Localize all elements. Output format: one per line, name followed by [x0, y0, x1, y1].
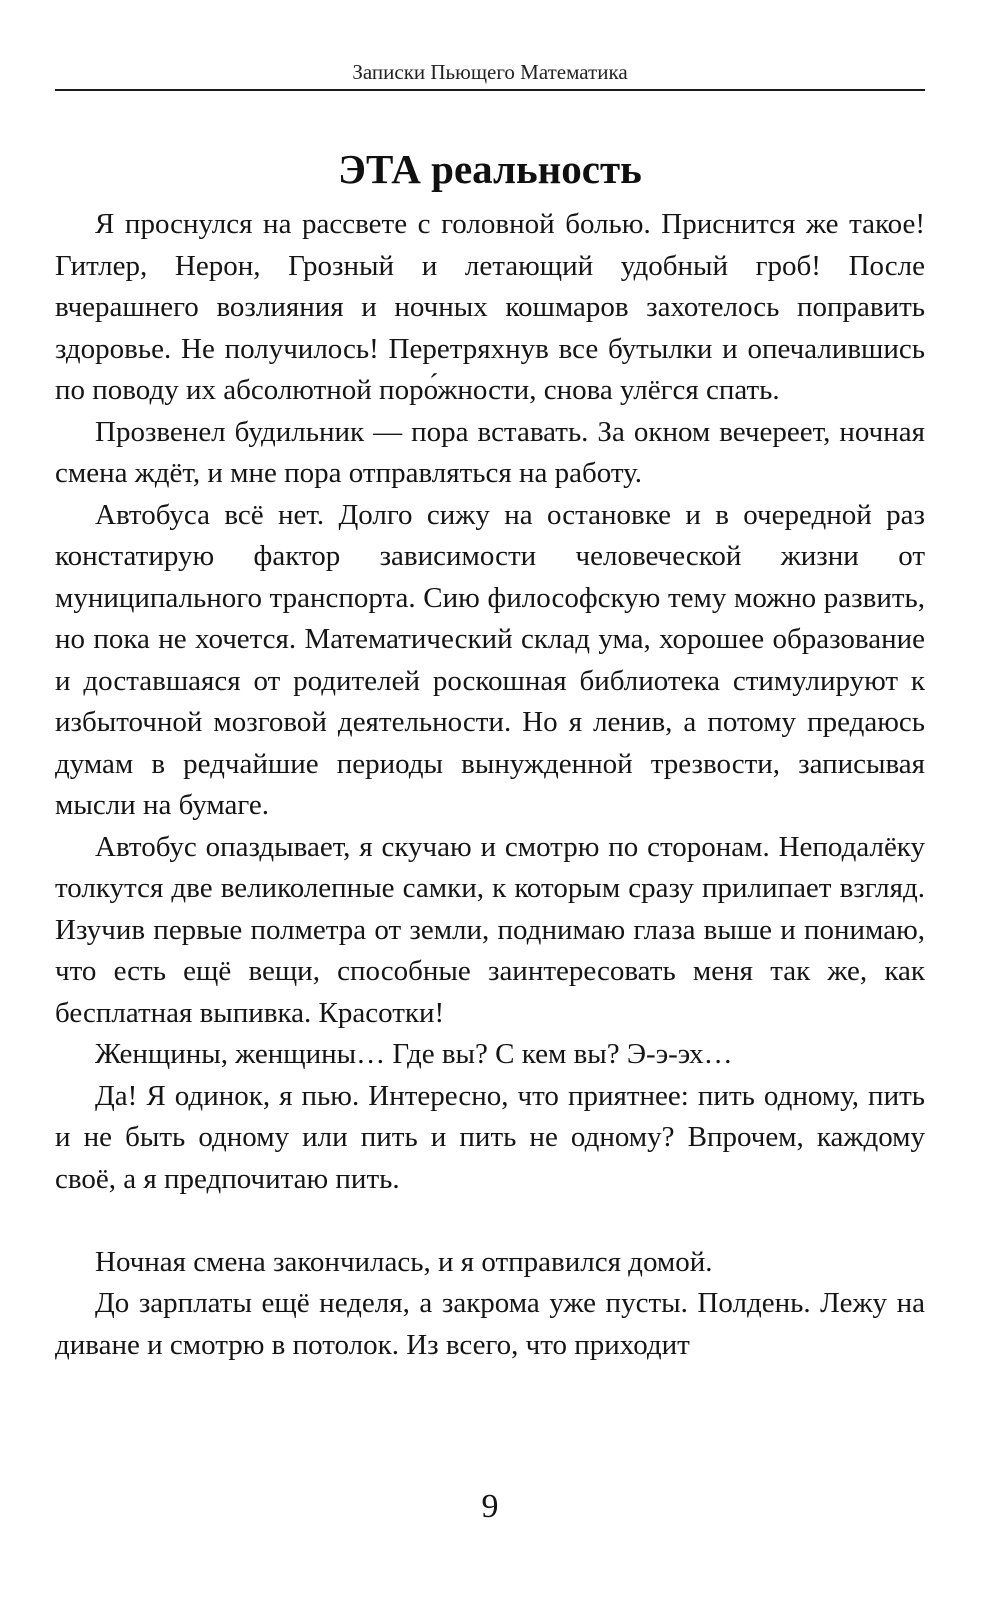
paragraph: Прозвенел будильник — пора вставать. За окном вечереет, ночная смена ждёт, и мне пора отправляться на работу. — [55, 415, 925, 489]
paragraph: Автобус опаздывает, я скучаю и смотрю по сторонам. Неподалёку толкутся две великолепные самки, к которым сразу прилипает взгляд. Изучив первые полметра от земли, поднимаю глаза выше и понимаю, что есть ещё вещи, способные заинтересовать меня так же, как бесплатная выпивка. Красотки! — [55, 830, 925, 1029]
chapter-title: ЭТА реальность — [338, 146, 642, 193]
paragraph: Да! Я одинок, я пью. Интересно, что приятнее: пить одному, пить и не быть одному или пить и пить не одному? Впрочем, каждому своё, а я предпочитаю пить. — [55, 1079, 925, 1195]
paragraph: Автобуса всё нет. Долго сижу на остановке и в очередной раз констатирую фактор зависимости человеческой жизни от муниципального транспорта. Сию философскую тему можно развить, но пока не хочется. Математический склад ума, хорошее образование и доставшаяся от родителей роскошная библиотека стимулируют к избыточной мозговой деятельности. Но я ленив, а потому предаюсь думам в редчайшие периоды вынужденной трезвости, записывая мысли на бумаге. — [55, 498, 925, 821]
page-number: 9 — [481, 1488, 499, 1525]
header-divider — [55, 89, 925, 91]
paragraph: Женщины, женщины… Где вы? С кем вы? Э-э-эх… — [95, 1038, 733, 1070]
paragraph: До зарплаты ещё неделя, а закрома уже пусты. Полдень. Лежу на диване и смотрю в потолок. Из всего, что приходит — [55, 1287, 925, 1361]
running-header: Записки Пьющего Математика — [352, 60, 628, 84]
body-text — [55, 204, 925, 1366]
paragraph: Ночная смена закончилась, и я отправился домой. — [95, 1245, 713, 1278]
paragraph: Я проснулся на рассвете с головной болью. Приснится же такое! Гитлер, Нерон, Грозный и летающий удобный гроб! После вчерашнего возлияния и ночных кошмаров захотелось поправить здоровье. Не получилось! Перетряхнув все бутылки и опечалившись по поводу их абсолютной поро́жности, снова улёгся спать. — [55, 208, 925, 406]
